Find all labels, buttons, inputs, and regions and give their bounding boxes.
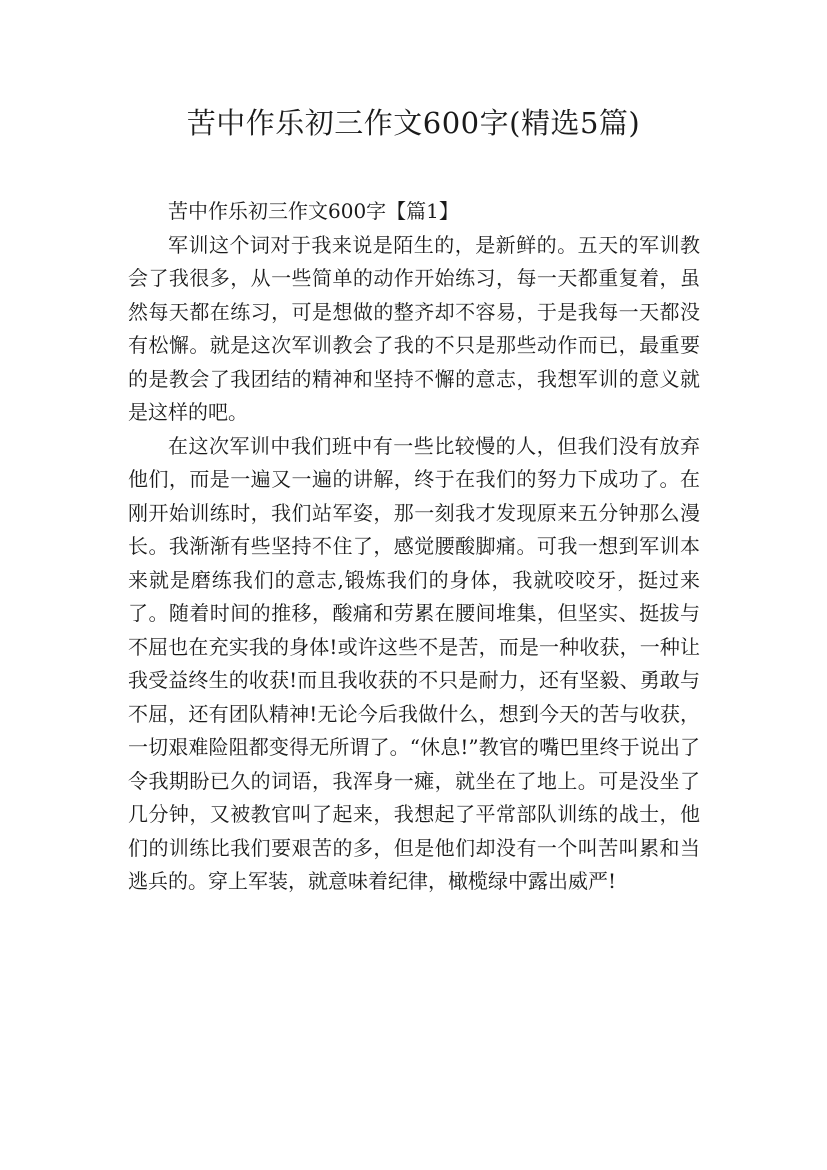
paragraph: 军训这个词对于我来说是陌生的，是新鲜的。五天的军训教会了我很多，从一些简单的动作开始练习，每一天都重复着，虽然每天都在练习，可是想做的整齐却不容易，于是我每一天都没有松懈。就是这次军训教会了我的不只是那些动作而已，最重要的是教会了我团结的精神和坚持不懈的意志，我想军训的意义就是这样的吧。	[128, 232, 700, 424]
document-title: 苦中作乐初三作文600字(精选5篇)	[186, 106, 641, 140]
paragraph: 在这次军训中我们班中有一些比较慢的人，但我们没有放弃他们，而是一遍又一遍的讲解，终于在我们的努力下成功了。在刚开始训练时，我们站军姿，那一刻我才发现原来五分钟那么漫长。我渐渐有些坚持不住了，感觉腰酸脚痛。可我一想到军训本来就是磨练我们的意志,锻炼我们的身体，我就咬咬牙，挺过来了。随着时间的推移，酸痛和劳累在腰间堆集，但坚实、挺拔与不屈也在充实我的身体!或许这些不是苦，而是一种收获，一种让我受益终生的收获!而且我收获的不只是耐力，还有坚毅、勇敢与不屈，还有团队精神!无论今后我做什么，想到今天的苦与收获，一切艰难险阻都变得无所谓了。“休息!”教官的嘴巴里终于说出了令我期盼已久的词语，我浑身一瘫，就坐在了地上。可是没坐了几分钟，又被教官叫了起来，我想起了平常部队训练的战士，他们的训练比我们要艰苦的多，但是他们却没有一个叫苦叫累和当逃兵的。穿上军装，就意味着纪律，橄榄绿中露出威严!	[128, 433, 700, 893]
document-body	[128, 195, 700, 899]
section-heading: 苦中作乐初三作文600字【篇1】	[168, 199, 459, 223]
